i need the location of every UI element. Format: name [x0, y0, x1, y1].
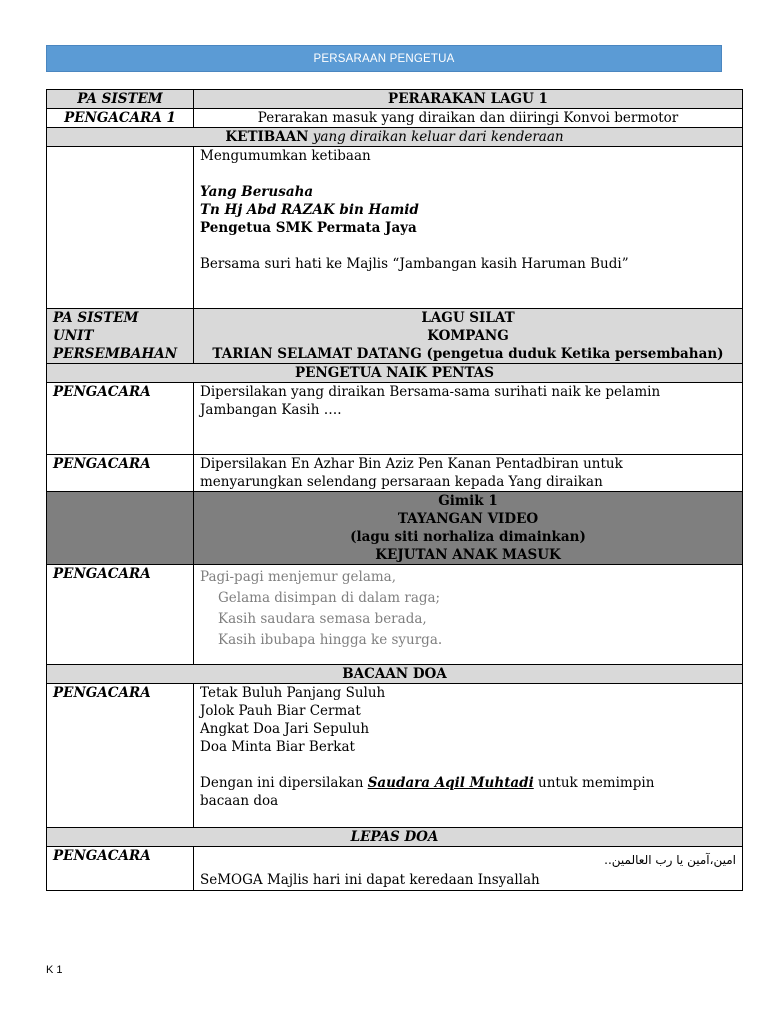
- event-cell: [194, 565, 743, 665]
- table-row: [47, 665, 743, 684]
- role-label: PERSEMBAHAN: [53, 346, 178, 362]
- heading-bold: KETIBAAN: [225, 129, 309, 145]
- role-cell: [47, 383, 194, 455]
- section-heading: LEPAS DOA: [47, 828, 743, 847]
- role-cell: [47, 847, 194, 891]
- invite-line: [200, 774, 736, 792]
- event-cell: Perarakan masuk yang diraikan dan diiringi Konvoi bermotor: [194, 109, 743, 128]
- role-label: PA SISTEM: [53, 310, 139, 326]
- table-row: [47, 128, 743, 147]
- invite-line: bacaan doa: [200, 793, 279, 809]
- role-cell: [47, 147, 194, 309]
- event-cell: [194, 455, 743, 492]
- event-cell: [194, 684, 743, 828]
- role-label: PENGACARA: [53, 685, 151, 701]
- page-number: K 1: [46, 964, 63, 976]
- section-heading: PENGETUA NAIK PENTAS: [47, 364, 743, 383]
- arabic-prayer: امين،آمين يا رب العالمين..: [604, 853, 736, 867]
- invite-line: Bersama suri hati ke Majlis “Jambangan kasih Haruman Budi”: [200, 256, 629, 272]
- pantun-line: Tetak Buluh Panjang Suluh: [200, 685, 386, 701]
- announce-line: Mengumumkan ketibaan: [200, 148, 371, 164]
- gimmick-line: TAYANGAN VIDEO: [397, 511, 539, 527]
- pantun-line: Doa Minta Biar Berkat: [200, 739, 355, 755]
- section-heading: BACAAN DOA: [47, 665, 743, 684]
- performance-item: TARIAN SELAMAT DATANG (pengetua duduk Ketika persembahan): [212, 346, 724, 362]
- role-cell: PA SISTEM: [47, 90, 194, 109]
- pantun-line: Gelama disimpan di dalam raga;: [218, 590, 441, 606]
- table-row: [47, 847, 743, 891]
- role-cell: [47, 455, 194, 492]
- table-row: [47, 565, 743, 665]
- invite-text: Dengan ini dipersilakan: [200, 775, 368, 791]
- blank-line: [200, 756, 736, 774]
- role-cell: [47, 684, 194, 828]
- event-cell: [194, 492, 743, 565]
- gimmick-line: Gimik 1: [438, 493, 498, 509]
- pantun-line: Pagi-pagi menjemur gelama,: [200, 569, 397, 585]
- event-cell: [194, 309, 743, 364]
- gimmick-line: KEJUTAN ANAK MASUK: [375, 547, 561, 563]
- role-cell: [47, 492, 194, 565]
- gimmick-line: (lagu siti norhaliza dimainkan): [350, 529, 586, 545]
- script-line: menyarungkan selendang persaraan kepada Yang diraikan: [200, 474, 603, 490]
- role-label: PENGACARA: [53, 848, 151, 864]
- performance-item: LAGU SILAT: [421, 310, 515, 326]
- table-row: [47, 492, 743, 565]
- invite-text: untuk memimpin: [533, 775, 655, 791]
- role-label: UNIT: [53, 328, 94, 344]
- table-row: [47, 364, 743, 383]
- pantun-line: Angkat Doa Jari Sepuluh: [200, 721, 370, 737]
- table-row: [47, 90, 743, 109]
- pantun-line: Kasih ibubapa hingga ke syurga.: [218, 632, 443, 648]
- table-row: [47, 109, 743, 128]
- table-row: [47, 455, 743, 492]
- guest-title: Pengetua SMK Permata Jaya: [200, 220, 417, 236]
- heading-italic: yang diraikan keluar dari kenderaan: [308, 129, 564, 145]
- program-table: [46, 89, 743, 891]
- blank-line: [200, 237, 736, 255]
- event-cell: [194, 847, 743, 891]
- event-cell: [194, 383, 743, 455]
- section-heading: [47, 128, 743, 147]
- script-line: Jambangan Kasih ….: [200, 402, 342, 418]
- guest-name: Tn Hj Abd RAZAK bin Hamid: [200, 202, 419, 218]
- script-line: Dipersilakan En Azhar Bin Aziz Pen Kanan Pentadbiran untuk: [200, 456, 623, 472]
- role-cell: [47, 309, 194, 364]
- blank-line: [200, 165, 736, 183]
- reader-name: Saudara Aqil Muhtadi: [367, 775, 534, 791]
- table-row: [47, 309, 743, 364]
- role-label: PENGACARA: [53, 566, 151, 582]
- table-row: [47, 147, 743, 309]
- pantun-line: Kasih saudara semasa berada,: [218, 611, 427, 627]
- table-row: [47, 383, 743, 455]
- role-label: PENGACARA: [53, 384, 151, 400]
- script-line: Dipersilakan yang diraikan Bersama-sama surihati naik ke pelamin: [200, 384, 661, 400]
- event-cell: [194, 147, 743, 309]
- performance-item: KOMPANG: [427, 328, 509, 344]
- table-row: [47, 684, 743, 828]
- document-banner: [46, 45, 722, 72]
- role-cell: [47, 565, 194, 665]
- closing-line: SeMOGA Majlis hari ini dapat keredaan Insyallah: [200, 872, 540, 888]
- honorific-line: Yang Berusaha: [200, 184, 314, 200]
- pantun-line: Jolok Pauh Biar Cermat: [200, 703, 361, 719]
- table-row: [47, 828, 743, 847]
- role-cell: PENGACARA 1: [47, 109, 194, 128]
- banner-title: PERSARAAN PENGETUA: [313, 52, 455, 65]
- event-cell: PERARAKAN LAGU 1: [194, 90, 743, 109]
- role-label: PENGACARA: [53, 456, 151, 472]
